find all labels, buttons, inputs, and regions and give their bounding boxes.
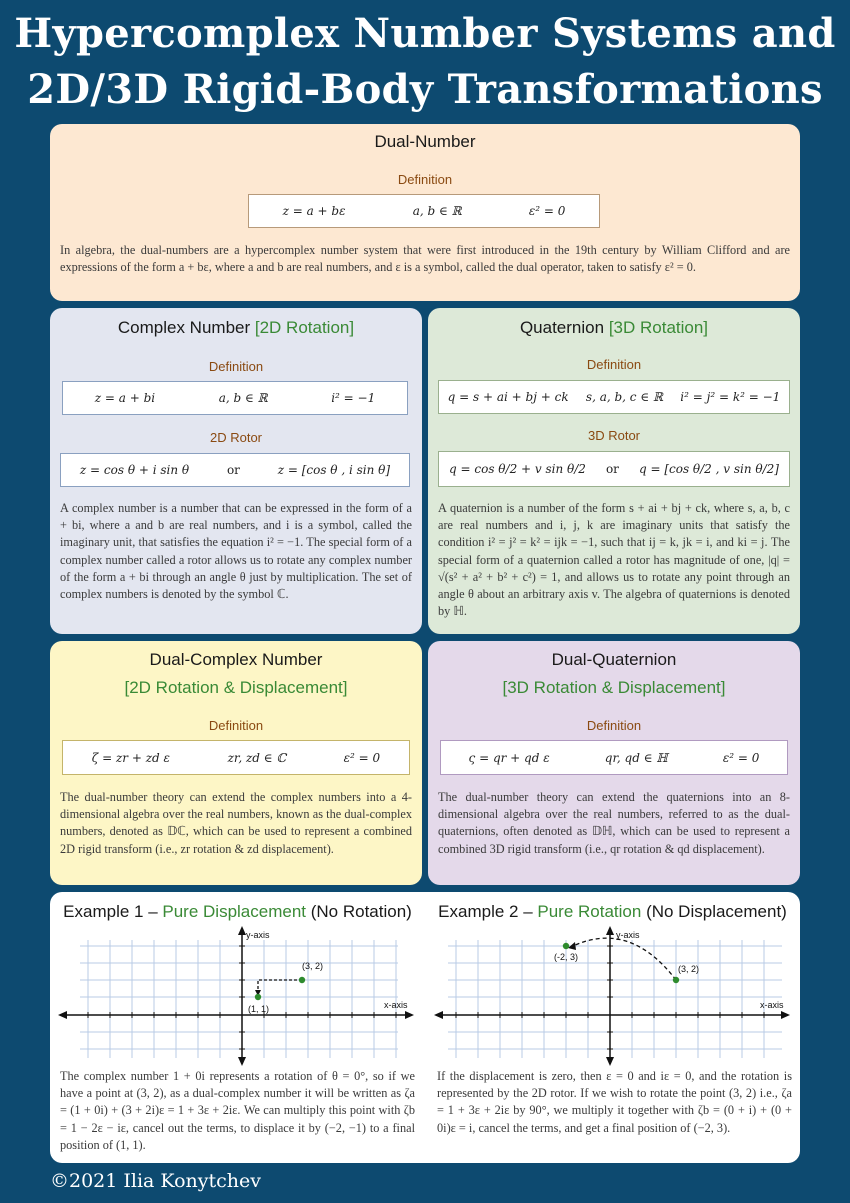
complex-number-definition-label: Definition <box>208 359 264 374</box>
complex-number-description: A complex number is a number that can be expressed in the form of a + bi, where a and b are real numbers, and i is a symbol, called the imaginary unit, that satisfies the equation i² = −1. The special form of a complex number called a rotor allows us to rotate any complex number of the form a + bi through an angle θ just by multiplication. The set of complex numbers is denoted by the symbol ℂ. <box>60 501 412 602</box>
dual-number-card <box>50 124 800 301</box>
example-2-x-arrow-left <box>434 1011 443 1019</box>
quaternion-rotor-1: q = cos θ/2 + v sin θ/2 <box>449 462 586 476</box>
example-2-x-axis-label: x-axis <box>760 1000 784 1010</box>
dual-complex-eq-2: zr, zd ∈ ℂ <box>227 750 287 765</box>
page-title <box>0 6 850 118</box>
dual-complex-definition-label: Definition <box>208 718 264 733</box>
complex-number-heading-tag: [2D Rotation] <box>254 318 355 337</box>
example-2-grid <box>448 940 782 1058</box>
dual-complex-heading-tag: [2D Rotation & Displacement] <box>124 678 348 697</box>
quaternion-rotor-box <box>438 451 790 487</box>
dual-quaternion-eq-3: ε² = 0 <box>722 750 760 765</box>
complex-number-rotor-2: z = [cos θ , i sin θ] <box>277 463 391 477</box>
dual-number-eq-1: z = a + bε <box>282 204 346 218</box>
complex-number-rotor-1: z = cos θ + i sin θ <box>79 463 190 477</box>
example-2-point-a-label: (3, 2) <box>678 964 700 974</box>
example-1-point-a <box>299 977 305 983</box>
example-2-heading-c: (No Displacement) <box>641 902 787 921</box>
complex-number-rotor-label: 2D Rotor <box>209 430 263 445</box>
dual-complex-eq-3: ε² = 0 <box>343 750 381 765</box>
dual-quaternion-description: The dual-number theory can extend the quaternions into an 8-dimensional algebra over the real numbers, referred to as the dual-quaternions, often denoted as 𝔻ℍ, which can be used to represent a combined 3D rigid transform (i.e., qr rotation & qd displacement). <box>438 790 790 856</box>
example-1-heading-a: Example 1 – <box>63 902 163 921</box>
dual-number-heading: Dual-Number <box>374 132 476 151</box>
example-1-heading-c: (No Rotation) <box>306 902 412 921</box>
complex-number-eq-3: i² = −1 <box>331 391 376 405</box>
dual-number-eq-3: ε² = 0 <box>528 204 566 218</box>
complex-number-definition-box <box>62 381 408 415</box>
dual-quaternion-eq-1: ς = qr + qd ε <box>468 750 550 765</box>
quaternion-eq-1: q = s + ai + bj + ck <box>447 390 569 404</box>
example-1-y-arrow-bottom <box>238 1057 246 1066</box>
example-1-heading-b: Pure Displacement <box>162 902 307 921</box>
quaternion-definition-box <box>438 380 790 414</box>
dual-quaternion-heading-tag: [3D Rotation & Displacement] <box>502 678 726 697</box>
example-2-y-arrow-top <box>606 926 614 935</box>
example-1-x-arrow-left <box>58 1011 67 1019</box>
quaternion-rotor-or: or <box>605 462 619 476</box>
complex-number-heading <box>50 318 422 338</box>
dual-quaternion-heading: Dual-Quaternion <box>551 650 677 669</box>
dual-complex-eq-1: ζ = zr + zd ε <box>91 750 170 765</box>
example-1-graph <box>58 926 418 1066</box>
quaternion-heading-text: Quaternion <box>519 318 605 337</box>
example-2-graph <box>434 926 794 1066</box>
example-2-heading-a: Example 2 – <box>438 902 538 921</box>
dual-number-definition-label: Definition <box>397 172 453 187</box>
example-2-x-arrow-right <box>781 1011 790 1019</box>
example-2-point-b <box>563 943 569 949</box>
complex-number-eq-2: a, b ∈ ℝ <box>218 391 268 405</box>
dual-complex-heading: Dual-Complex Number <box>149 650 323 669</box>
complex-number-eq-1: z = a + bi <box>94 391 156 405</box>
example-1-description: The complex number 1 + 0i represents a rotation of θ = 0°, so if we have a point at (3, 2), as a dual-complex number it will be written as ζa = (1 + 0i) + (3 + 2i)ε = 1 + 3ε + 2iε. We can multiply this point with ζb = 1 − 2ε − iε, cancel out the terms, to displace it by (−2, −1) to a final position of (1, 1). <box>60 1069 415 1152</box>
example-2-y-axis-label: y-axis <box>616 930 640 940</box>
complex-number-rotor-box <box>60 453 410 487</box>
example-2-point-a <box>673 977 679 983</box>
dual-quaternion-card <box>428 641 800 885</box>
example-1-x-axis-label: x-axis <box>384 1000 408 1010</box>
dual-complex-definition-box <box>62 740 410 775</box>
example-2-heading <box>425 902 800 922</box>
example-1-point-a-label: (3, 2) <box>302 961 324 971</box>
dual-quaternion-eq-2: qr, qd ∈ ℍ <box>604 750 668 765</box>
quaternion-eq-2: s, a, b, c ∈ ℝ <box>585 390 663 404</box>
complex-number-card <box>50 308 422 634</box>
example-1-y-arrow-top <box>238 926 246 935</box>
dual-number-description: In algebra, the dual-numbers are a hypercomplex number system that were first introduced in the 19th century by William Clifford and are expressions of the form a + bε, where a and b are real numbers, and ε is a symbol, called the dual operator, taken to satisfy ε² = 0. <box>60 243 790 275</box>
complex-number-rotor-or: or <box>226 463 240 477</box>
example-1-y-axis-label: y-axis <box>246 930 270 940</box>
example-2-heading-b: Pure Rotation <box>537 902 642 921</box>
example-2-point-b-label: (-2, 3) <box>554 952 579 962</box>
dual-complex-card <box>50 641 422 885</box>
quaternion-heading <box>428 318 800 338</box>
quaternion-description: A quaternion is a number of the form s + ai + bj + ck, where s, a, b, c are real numbers and i, j, k are imaginary units that satisfy the condition i² = j² = k² = ijk = −1, such that ij = k, jk = i, and ki = j. The special form of a quaternion called a rotor has magnitude of one, |q| = √(s² + a² + b² + c²) = 1, and allows us to rotate any point through an angle θ about an arbitrary axis v. The algebra of quaternions is denoted by ℍ. <box>438 501 790 619</box>
example-1-grid <box>80 940 398 1058</box>
dual-number-eq-2: a, b ∈ ℝ <box>412 204 462 218</box>
example-1-x-arrow-right <box>405 1011 414 1019</box>
example-1-displacement-path <box>258 980 302 992</box>
example-2-y-arrow-bottom <box>606 1057 614 1066</box>
examples-card <box>50 892 800 1163</box>
example-1-point-b <box>255 994 261 1000</box>
dual-number-definition-box <box>248 194 600 228</box>
complex-number-heading-text: Complex Number <box>117 318 251 337</box>
copyright-footer: ©2021 Ilia Konytchev <box>50 1170 262 1192</box>
dual-quaternion-definition-box <box>440 740 788 775</box>
dual-quaternion-definition-label: Definition <box>586 718 642 733</box>
quaternion-card <box>428 308 800 634</box>
quaternion-heading-tag: [3D Rotation] <box>608 318 709 337</box>
dual-complex-description: The dual-number theory can extend the complex numbers into a 4-dimensional algebra over the real numbers, known as the dual-complex numbers, denoted as 𝔻ℂ, which can be used to represent a combined 2D rigid transform (i.e., zr rotation & zd displacement). <box>60 790 412 856</box>
quaternion-rotor-2: q = [cos θ/2 , v sin θ/2] <box>638 462 779 476</box>
example-1-heading <box>50 902 425 922</box>
example-2-description: If the displacement is zero, then ε = 0 and iε = 0, and the rotation is represented by the 2D rotor. If we wish to rotate the point (3, 2) i.e., ζa = 1 + 3ε + 2iε by 90°, we multiply it together with ζb = (0 + i) + (0 + 0i)ε = i, cancel the terms, and get a final position of (−2, 3). <box>437 1069 792 1135</box>
quaternion-definition-label: Definition <box>586 357 642 372</box>
quaternion-rotor-label: 3D Rotor <box>587 428 641 443</box>
title-line-2: 2D/3D Rigid-Body Transformations <box>27 66 823 113</box>
example-1-point-b-label: (1, 1) <box>248 1004 270 1014</box>
quaternion-eq-3: i² = j² = k² = −1 <box>680 390 781 404</box>
title-line-1: Hypercomplex Number Systems and <box>14 10 836 57</box>
